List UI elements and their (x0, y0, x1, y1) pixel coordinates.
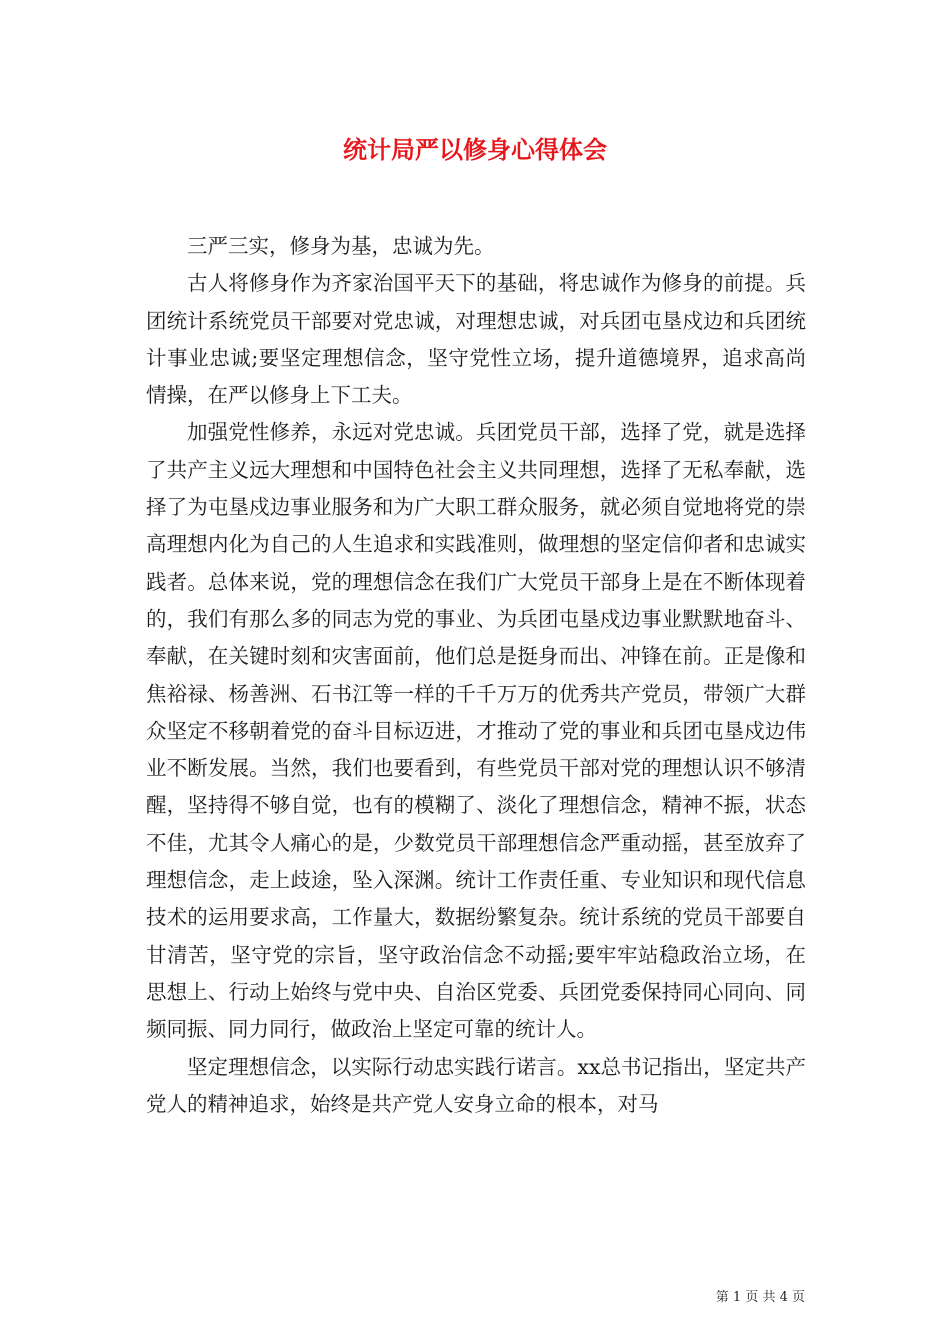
paragraph-3: 加强党性修养，永远对党忠诚。兵团党员干部，选择了党，就是选择了共产主义远大理想和中国特色社会主义共同理想，选择了无私奉献，选择了为屯垦戍边事业服务和为广大职工群众服务，就必须自觉地将党的崇高理想内化为自己的人生追求和实践准则，做理想的坚定信仰者和忠诚实践者。总体来说，党的理想信念在我们广大党员干部身上是在不断体现着的，我们有那么多的同志为党的事业、为兵团屯垦戍边事业默默地奋斗、奉献，在关键时刻和灾害面前，他们总是挺身而出、冲锋在前。正是像和焦裕禄、杨善洲、石书江等一样的千千万万的优秀共产党员，带领广大群众坚定不移朝着党的奋斗目标迈进，才推动了党的事业和兵团屯垦戍边伟业不断发展。当然，我们也要看到，有些党员干部对党的理想认识不够清醒，坚持得不够自觉，也有的模糊了、淡化了理想信念，精神不振，状态不佳，尤其令人痛心的是，少数党员干部理想信念严重动摇，甚至放弃了理想信念，走上歧途，坠入深渊。统计工作责任重、专业知识和现代信息技术的运用要求高，工作量大，数据纷繁复杂。统计系统的党员干部要自甘清苦，坚守党的宗旨，坚守政治信念不动摇;要牢牢站稳政治立场，在思想上、行动上始终与党中央、自治区党委、兵团党委保持同心同向、同频同振、同力同行，做政治上坚定可靠的统计人。 (146, 420, 806, 1042)
paragraph-1: 三严三实，修身为基，忠诚为先。 (187, 234, 495, 258)
paragraph-4: 坚定理想信念，以实际行动忠实践行诺言。xx总书记指出，坚定共产党人的精神追求，始终是共产党人安身立命的根本，对马 (146, 1054, 806, 1116)
document-title: 统计局严以修身心得体会 (343, 136, 607, 164)
paragraph-2: 古人将修身作为齐家治国平天下的基础，将忠诚作为修身的前提。兵团统计系统党员干部要对党忠诚，对理想忠诚，对兵团屯垦戍边和兵团统计事业忠诚;要坚定理想信念，坚守党性立场，提升道德境界，追求高尚情操，在严以修身上下工夫。 (146, 271, 806, 408)
page-number-footer: 第 1 页 共 4 页 (715, 1290, 805, 1305)
document-body (146, 228, 806, 1123)
